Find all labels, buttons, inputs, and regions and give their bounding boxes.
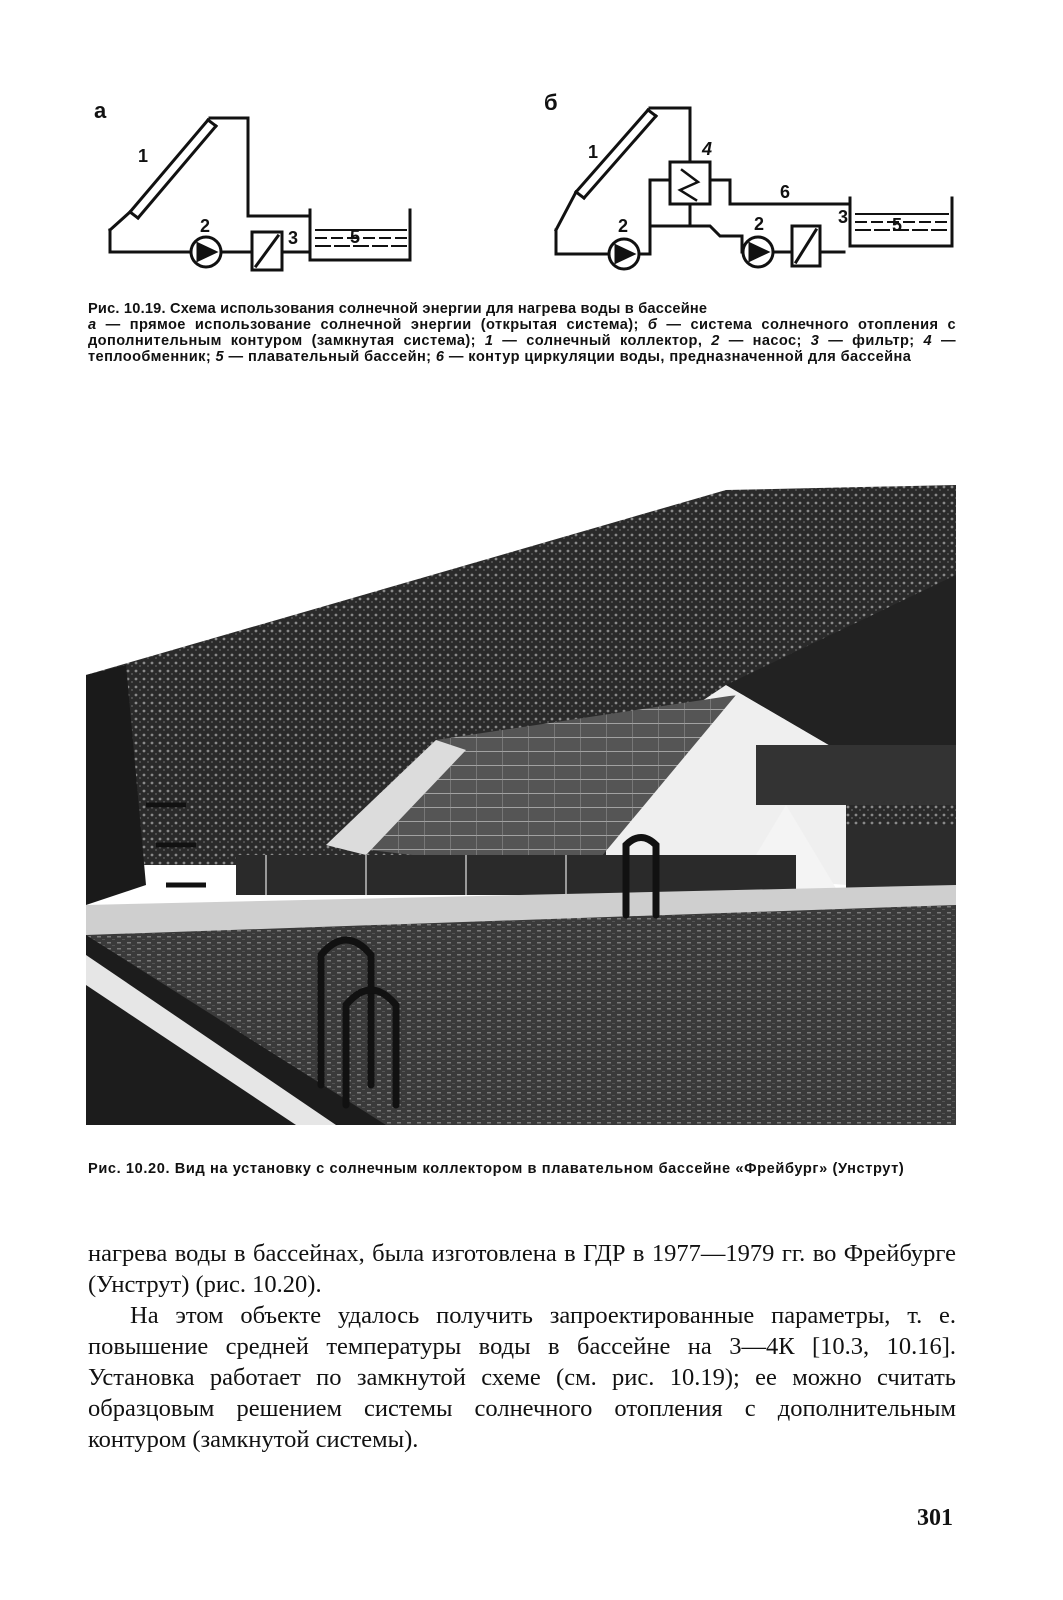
legend-key: 2 [711,333,720,349]
label-b-pump1: 2 [618,216,629,236]
label-a-pump: 2 [200,216,211,236]
pump-a [191,237,221,267]
figure-10-19-caption-title: Рис. 10.19. Схема использования солнечной энергии для нагрева воды в бассейне [88,301,708,317]
figure-10-19-caption [88,301,956,365]
legend-text: — плавательный бассейн; [224,349,436,365]
legend-key: 6 [435,349,445,365]
label-b-collector: 1 [588,142,599,162]
panel-label-a: а [94,98,107,123]
legend-text: — солнечный коллектор, [493,333,712,349]
legend-text: — прямое использование солнечной энергии (открытая система); [96,317,648,333]
filter-a [252,232,282,270]
panel-a-schematic [110,118,410,270]
figure-10-19-caption-legend [88,317,956,365]
legend-text: — контур циркуляции воды, предназначенной для бассейна [444,349,912,365]
label-a-pool: 5 [350,227,361,247]
body-text [88,1238,956,1455]
legend-key: 4 [923,333,933,349]
label-a-filter: 3 [288,228,299,248]
solar-collector-a [130,120,216,218]
body-paragraph-2: На этом объекте удалось получить запроектированные параметры, т. е. повышение средней температуры воды в бассейне на 3—4К [10.3, 10.16]. Установка работает по замкнутой схеме (см. рис. 10.19); ее можно считать образцовым решением системы солнечного отопления с дополнительным контуром (замкнутой системы). [88,1302,956,1453]
label-b-pool: 5 [892,215,903,235]
figure-10-20-caption: Рис. 10.20. Вид на установку с солнечным коллектором в плавательном бассейне «Фрейбург» (Унструт) [88,1161,905,1177]
legend-key: 5 [215,349,225,365]
legend-text: — система солнечного отопления с дополнительным контуром (замкнутая система); [88,317,956,349]
pump-b1 [609,239,639,269]
filter-b [792,226,820,266]
solar-pool-heating-schematic [70,80,990,295]
body-paragraph-1: нагрева воды в бассейнах, была изготовлена в ГДР в 1977—1979 гг. во Фрейбурге (Унструт) (рис. 10.20). [88,1240,956,1298]
legend-key: 3 [810,333,820,349]
label-b-filter: 3 [838,207,849,227]
legend-text: — теплообменник; [88,333,956,365]
legend-key: 1 [484,333,494,349]
legend-key: а [88,317,97,333]
label-b-pump2: 2 [754,214,765,234]
pump-b2 [743,237,773,267]
legend-text: — насос; [719,333,811,349]
page-number: 301 [917,1505,953,1531]
legend-key: б [647,317,658,333]
label-a-collector: 1 [138,146,149,166]
pool-solar-collector-photo [86,485,956,1125]
heat-exchanger-b [670,162,710,204]
label-b-heat-exchanger: 4 [702,139,713,159]
label-b-circuit: 6 [780,182,791,202]
panel-label-b: б [544,90,558,115]
legend-text: — фильтр; [819,333,924,349]
panel-b-schematic [556,108,952,269]
